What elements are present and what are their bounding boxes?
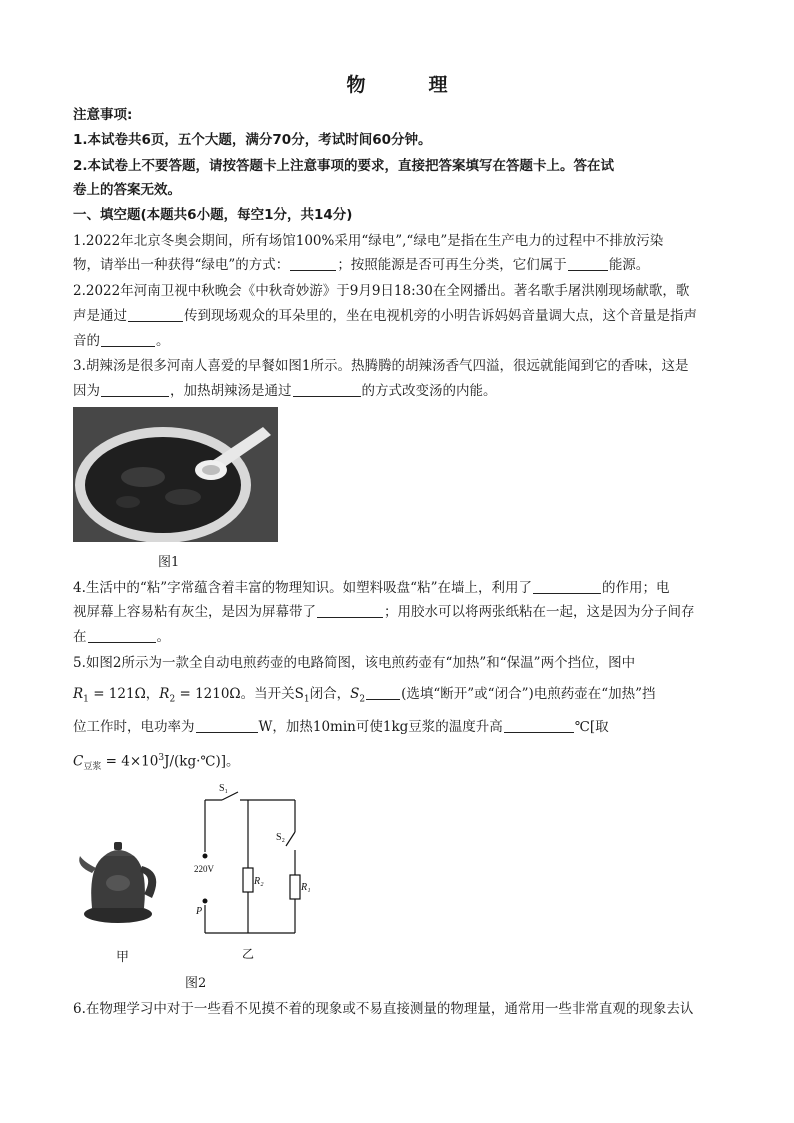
kettle-photo bbox=[74, 828, 169, 928]
q3-text-a: 因为 bbox=[73, 383, 100, 399]
q3-text-b: ，加热胡辣汤是通过 bbox=[170, 383, 292, 399]
q3-line1: 3.胡辣汤是很多河南人喜爱的早餐如图1所示。热腾腾的胡辣汤香气四溢，很远就能闻到它的香味，这是 bbox=[73, 358, 689, 374]
q5-text-d: 位工作时，电功率为 bbox=[73, 719, 195, 735]
c-unit: J/(kg·℃)]。 bbox=[164, 753, 240, 770]
q4-blank-1[interactable] bbox=[533, 579, 601, 594]
r1-symbol: R bbox=[73, 686, 84, 702]
page-title: 物 理 bbox=[346, 74, 470, 96]
q4-line2 bbox=[73, 601, 723, 623]
q1-text-c: 能源。 bbox=[608, 257, 650, 273]
figure-2-label-b: 乙 bbox=[242, 947, 255, 961]
q5-blank-1[interactable] bbox=[366, 685, 400, 700]
s2-sub: 2 bbox=[359, 694, 366, 705]
q5-line3 bbox=[73, 716, 723, 738]
q3-line2 bbox=[73, 380, 723, 402]
q5-text-c: (选填“断开”或“闭合”)电煎药壶在“加热”挡 bbox=[401, 686, 656, 702]
q6-line1: 6.在物理学习中对于一些看不见摸不着的现象或不易直接测量的物理量，通常用一些非常直观的现象去认 bbox=[73, 1001, 694, 1017]
notice-item-2a: 2.本试卷上不要答题，请按答题卡上注意事项的要求，直接把答案填写在答题卡上。答在试 bbox=[73, 158, 615, 174]
soup-bowl-photo bbox=[73, 407, 278, 542]
notice-item-1: 1.本试卷共6页，五个大题，满分70分，考试时间60分钟。 bbox=[73, 132, 432, 148]
q1-blank-1[interactable] bbox=[290, 256, 336, 271]
q1-text-b: ；按照能源是否可再生分类，它们属于 bbox=[337, 257, 567, 273]
q5-blank-3[interactable] bbox=[504, 718, 574, 733]
notice-heading: 注意事项: bbox=[73, 107, 133, 123]
circuit-label-r1: R₁ bbox=[301, 882, 310, 893]
q2-text-d: 。 bbox=[156, 333, 170, 349]
q4-text-f: 。 bbox=[156, 629, 170, 645]
q4-text-e: 在 bbox=[73, 629, 87, 645]
figure-2-label-a: 甲 bbox=[116, 950, 130, 965]
q4-line3 bbox=[73, 626, 723, 648]
q2-text-c: 音的 bbox=[73, 333, 100, 349]
q5-blank-2[interactable] bbox=[196, 718, 258, 733]
r1-value: = 121Ω， bbox=[88, 686, 160, 702]
q3-blank-1[interactable] bbox=[101, 382, 169, 397]
r2-symbol: R bbox=[159, 686, 170, 702]
c-exponent: 3 bbox=[158, 753, 165, 763]
figure-2-caption: 图2 bbox=[185, 976, 207, 991]
q3-blank-2[interactable] bbox=[293, 382, 361, 397]
circuit-label-voltage: 220V bbox=[194, 864, 214, 874]
r2-sub: 2 bbox=[169, 694, 176, 705]
circuit-label-r2: R₂ bbox=[254, 876, 264, 887]
q2-line2 bbox=[73, 305, 723, 327]
c-symbol: C bbox=[73, 753, 84, 770]
q1-line2 bbox=[73, 254, 723, 276]
q2-text-b: 传到现场观众的耳朵里的，坐在电视机旁的小明告诉妈妈音量调大点，这个音量是指声 bbox=[184, 308, 697, 324]
q2-line3 bbox=[73, 330, 723, 352]
q1-line1: 1.2022年北京冬奥会期间，所有场馆100%采用“绿电”,“绿电”是指在生产电力的过程中不排放污染 bbox=[73, 233, 664, 249]
q1-blank-2[interactable] bbox=[568, 256, 608, 271]
q5-line1: 5.如图2所示为一款全自动电煎药壶的电路简图，该电煎药壶有“加热”和“保温”两个挡位，图中 bbox=[73, 655, 636, 671]
q4-blank-2[interactable] bbox=[317, 603, 383, 618]
r2-value: = 1210Ω。当开关S bbox=[175, 686, 304, 702]
q4-text-d: ；用胶水可以将两张纸粘在一起，这是因为分子间存 bbox=[384, 604, 695, 620]
q2-line1: 2.2022年河南卫视中秋晚会《中秋奇妙游》于9月9日18:30在全网播出。著名歌手屠洪刚现场献歌，歌 bbox=[73, 283, 690, 299]
q5-line2 bbox=[73, 683, 723, 711]
q4-line1 bbox=[73, 577, 723, 599]
q5-text-e: W，加热10min可使1kg豆浆的温度升高 bbox=[258, 719, 503, 735]
circuit-label-p: P bbox=[196, 906, 203, 917]
q4-text-a: 4.生活中的“粘”字常蕴含着丰富的物理知识。如塑料吸盘“粘”在墙上，利用了 bbox=[73, 580, 532, 596]
q1-text-a: 物，请举出一种获得“绿电”的方式： bbox=[73, 257, 290, 273]
c-sub: 豆浆 bbox=[83, 762, 102, 773]
circuit-label-s2: S₂ bbox=[276, 832, 286, 843]
circuit-label-s1: S₁ bbox=[219, 783, 229, 794]
s1-sub: 1 bbox=[303, 694, 310, 705]
q3-text-c: 的方式改变汤的内能。 bbox=[361, 383, 497, 399]
s2-symbol: S bbox=[350, 686, 360, 702]
q5-line4 bbox=[73, 747, 723, 778]
q4-blank-3[interactable] bbox=[88, 628, 156, 643]
q5-text-f: ℃[取 bbox=[574, 719, 609, 735]
notice-item-2b: 卷上的答案无效。 bbox=[73, 182, 181, 198]
r1-sub: 1 bbox=[83, 694, 89, 705]
q4-text-b: 的作用；电 bbox=[602, 580, 670, 596]
figure-1-caption: 图1 bbox=[158, 555, 180, 570]
q5-text-b: 闭合， bbox=[309, 686, 351, 702]
q2-blank-1[interactable] bbox=[128, 307, 183, 322]
section-heading: 一、填空题(本题共6小题，每空1分，共14分) bbox=[73, 207, 353, 223]
c-value: = 4×10 bbox=[101, 753, 159, 770]
q4-text-c: 视屏幕上容易粘有灰尘，是因为屏幕带了 bbox=[73, 604, 316, 620]
circuit-diagram bbox=[190, 780, 310, 965]
q2-blank-2[interactable] bbox=[101, 332, 155, 347]
q2-text-a: 声是通过 bbox=[73, 308, 127, 324]
